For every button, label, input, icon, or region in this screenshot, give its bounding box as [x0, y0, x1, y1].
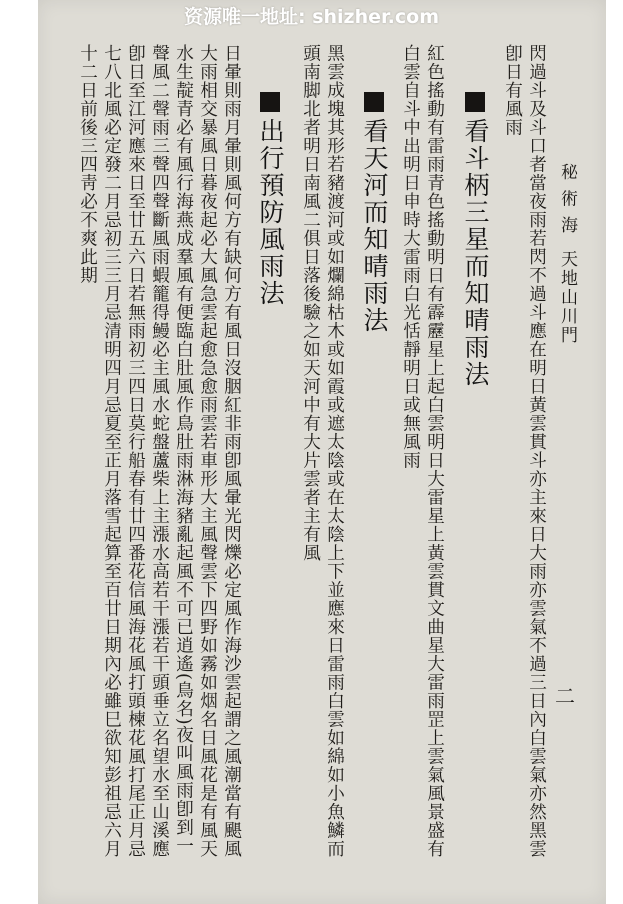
- heading-travel-weather: [258, 92, 283, 307]
- heading-text: 看斗柄三星而知晴雨法: [461, 118, 490, 388]
- section-title: 天地山川門: [557, 250, 577, 345]
- text-column-1: 閃過斗及斗口者當夜雨若閃不過斗應在明日黃雲貫斗亦主來日大雨亦雲氣不過三日內白雲氣亦然黑雲: [526, 44, 547, 858]
- text-column-8: 大雨相交暴風日暮夜起必大風急雲起愈急愈雨雲若車形大主風聲雲下四野如霧如烟名日風花是有風天: [197, 44, 218, 858]
- text-column-3: 紅色搖動有雷雨青色搖動明日有霹靂星上起白雲明日大雷星上黃雲貫文曲星大雷雨罡上雲氣風景盛有: [424, 44, 445, 858]
- text-column-11: 卽日至江河應來日至廿五六日若無雨初三四日莫行船春有廿四番花信風海花風打頭楝花風打尾正月忌: [125, 44, 146, 858]
- heading-text: 看天河而知晴雨法: [360, 118, 389, 334]
- text-column-6: 頭南脚北者明日南風二俱日落後驗之如天河中有大片雲者主有風: [300, 44, 321, 562]
- heading-marker-icon: [260, 92, 280, 112]
- text-column-7: 日暈則雨月暈則風何方有缺何方有風日沒胭紅非雨卽風暈光閃爍必定風作海沙雲起謂之風潮當有颶風: [221, 44, 242, 858]
- text-column-9: 水生靛青必有風行海燕成羣風有便臨白肚風作鳥肚雨淋海豬亂起風不可已逍遙(鳥名)夜叫風雨卽到一: [173, 44, 194, 856]
- book-title: 秘 術 海: [557, 163, 577, 235]
- page-number: 二: [555, 684, 575, 708]
- heading-milky-way: [362, 92, 387, 334]
- text-column-4: 白雲自斗中出明日申時大雷雨白光恬靜明日或無風雨: [400, 44, 421, 470]
- text-column-2: 卽日有風雨: [502, 44, 523, 137]
- heading-text: 出行預防風雨法: [256, 118, 285, 307]
- heading-marker-icon: [364, 92, 384, 112]
- heading-dipper-handle: [463, 92, 488, 388]
- watermark-banner: 资源唯一地址: shizher.com: [183, 6, 440, 28]
- text-column-10: 聲風二聲雨三聲四聲斷風雨蝦籠得鰻必主風水蛇盤蘆柴上主漲水高若干漲若干頭垂立名望水至山溪應: [149, 44, 170, 858]
- heading-marker-icon: [465, 92, 485, 112]
- text-column-12: 七八北風必定發二月忌初三三月忌清明四月忌夏至正月落雪起算至百廿日期內必雖巳欲知彭祖忌六月: [101, 44, 122, 858]
- text-column-13: 十二日前後三四靑必不爽此期: [77, 44, 98, 285]
- text-column-5: 黑雲成塊其形若豬渡河或如爛綿枯木或如霞或遮太陰或在太陰上下並應來日雷雨白雲如綿如小魚鱗而: [324, 44, 345, 858]
